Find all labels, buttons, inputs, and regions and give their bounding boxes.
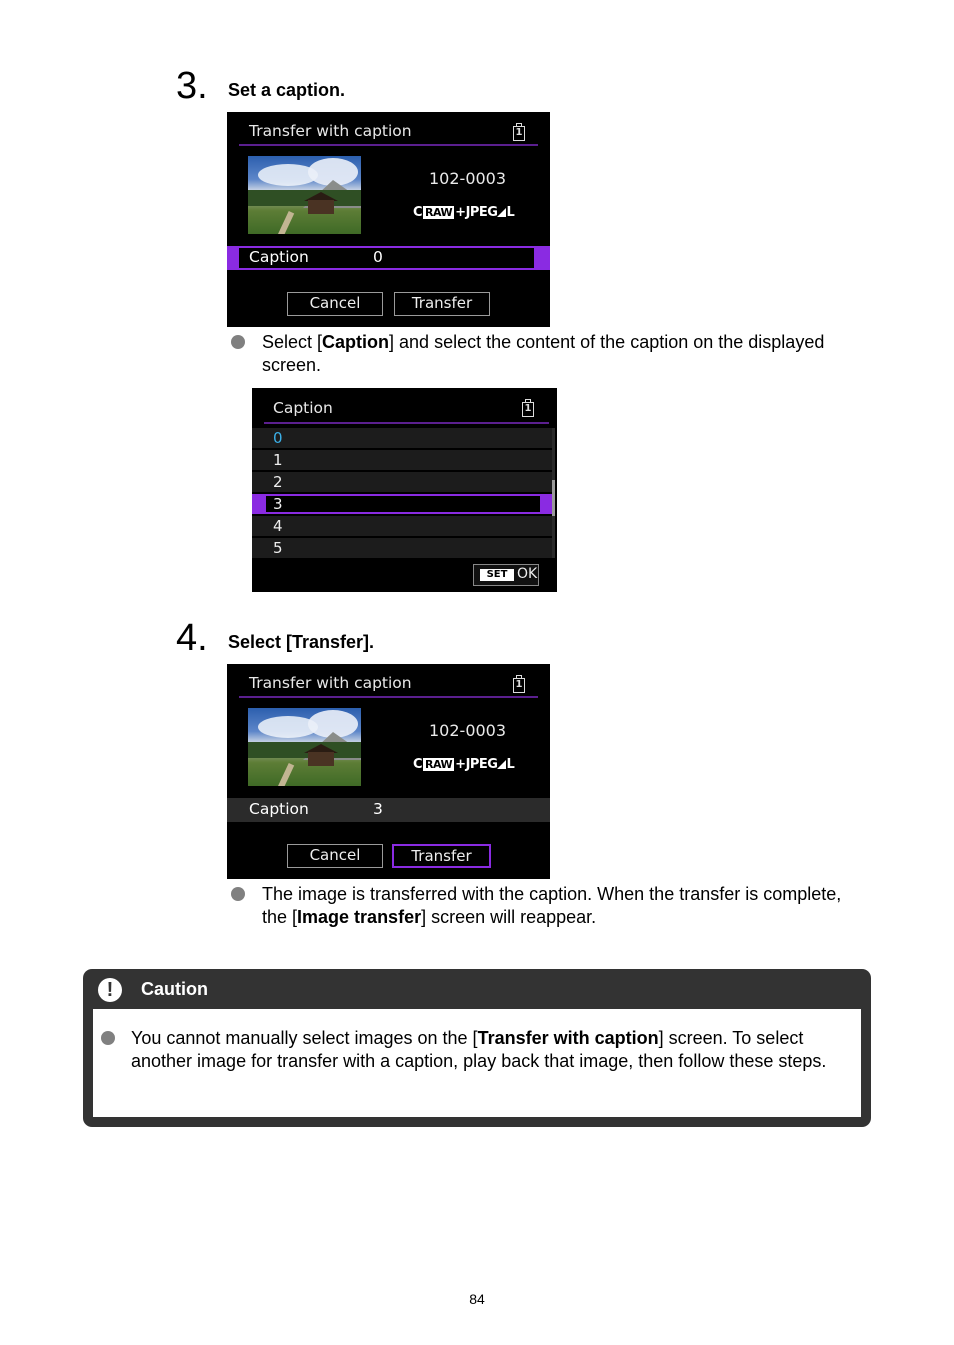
title-divider (239, 144, 538, 146)
transfer-button[interactable]: Transfer (394, 292, 490, 316)
step-3-number: 3. (176, 65, 208, 107)
format-prefix: C (413, 205, 423, 220)
title-divider (264, 422, 549, 424)
list-item[interactable]: 2 (252, 472, 552, 492)
bullet-icon (231, 335, 245, 349)
caution-text-bold: Transfer with caption (477, 1028, 659, 1048)
instruction-text: ] screen will reappear. (421, 907, 597, 927)
list-item[interactable]: 4 (252, 516, 552, 536)
format-raw: RAW (425, 758, 453, 771)
screen-title: Transfer with caption (249, 122, 412, 140)
scrollbar[interactable] (552, 428, 555, 558)
caution-text (131, 1027, 841, 1073)
instruction-bold: Image transfer (297, 907, 422, 927)
format-raw: RAW (425, 206, 453, 219)
step-4-number: 4. (176, 617, 208, 659)
scrollbar-thumb[interactable] (552, 480, 555, 516)
screen-title: Caption (273, 399, 333, 417)
format-suffix: +JPEG (455, 205, 498, 220)
format-size: L (506, 757, 515, 772)
caution-icon: ! (98, 978, 122, 1002)
caption-row[interactable] (227, 798, 550, 822)
cancel-button[interactable]: Cancel (287, 844, 383, 868)
format-prefix: C (413, 757, 423, 772)
ok-label: OK (517, 566, 538, 582)
cancel-button[interactable]: Cancel (287, 292, 383, 316)
caution-text-part: ] screen. To select another image for transfer with a caption, play back that image, then follow these steps. (131, 1028, 827, 1071)
screen-title: Transfer with caption (249, 674, 412, 692)
card-slot-icon: 1 (522, 402, 534, 417)
list-item[interactable]: 0 (252, 428, 552, 448)
step-3-title: Set a caption. (228, 80, 346, 100)
bullet-icon (101, 1031, 115, 1045)
card-slot-icon: 1 (513, 678, 525, 693)
caption-value: 3 (373, 800, 383, 818)
caption-label: Caption (249, 800, 309, 818)
instruction-text: Select [ (262, 332, 323, 352)
format-suffix: +JPEG (455, 757, 498, 772)
file-number: 102-0003 (429, 169, 507, 188)
file-number: 102-0003 (429, 721, 507, 740)
image-quality (413, 757, 514, 772)
caution-body (93, 1009, 861, 1117)
caption-list-screen (252, 388, 557, 592)
image-thumbnail (248, 708, 361, 786)
caption-row[interactable] (227, 246, 550, 270)
caption-value: 0 (373, 248, 383, 266)
list-item[interactable]: 1 (252, 450, 552, 470)
card-slot-icon: 1 (513, 126, 525, 141)
step-4-instruction (262, 883, 862, 929)
caution-box (83, 969, 871, 1127)
transfer-with-caption-screen-step4 (227, 664, 550, 879)
set-key-icon: SET (480, 569, 514, 581)
caption-label: Caption (249, 248, 309, 266)
list-item[interactable]: 5 (252, 538, 552, 558)
page-number: 84 (469, 1291, 485, 1307)
caution-text-part: You cannot manually select images on the [ (131, 1028, 478, 1048)
list-item-selected[interactable]: 3 (252, 494, 552, 514)
set-ok-button[interactable] (473, 564, 539, 586)
caution-title: Caution (141, 979, 208, 999)
instruction-text: ] and select the content of the caption on the displayed screen. (262, 332, 825, 375)
bullet-icon (231, 887, 245, 901)
transfer-with-caption-screen-step3 (227, 112, 550, 327)
step-3-instruction (262, 331, 882, 377)
image-thumbnail (248, 156, 361, 234)
instruction-text: The image is transferred with the caption. When the transfer is complete, the [ (262, 884, 842, 927)
transfer-button-selected[interactable]: Transfer (392, 844, 491, 868)
step-4-title: Select [Transfer]. (228, 632, 375, 652)
image-quality (413, 205, 514, 220)
instruction-bold: Caption (322, 332, 390, 352)
format-size: L (506, 205, 515, 220)
title-divider (239, 696, 538, 698)
